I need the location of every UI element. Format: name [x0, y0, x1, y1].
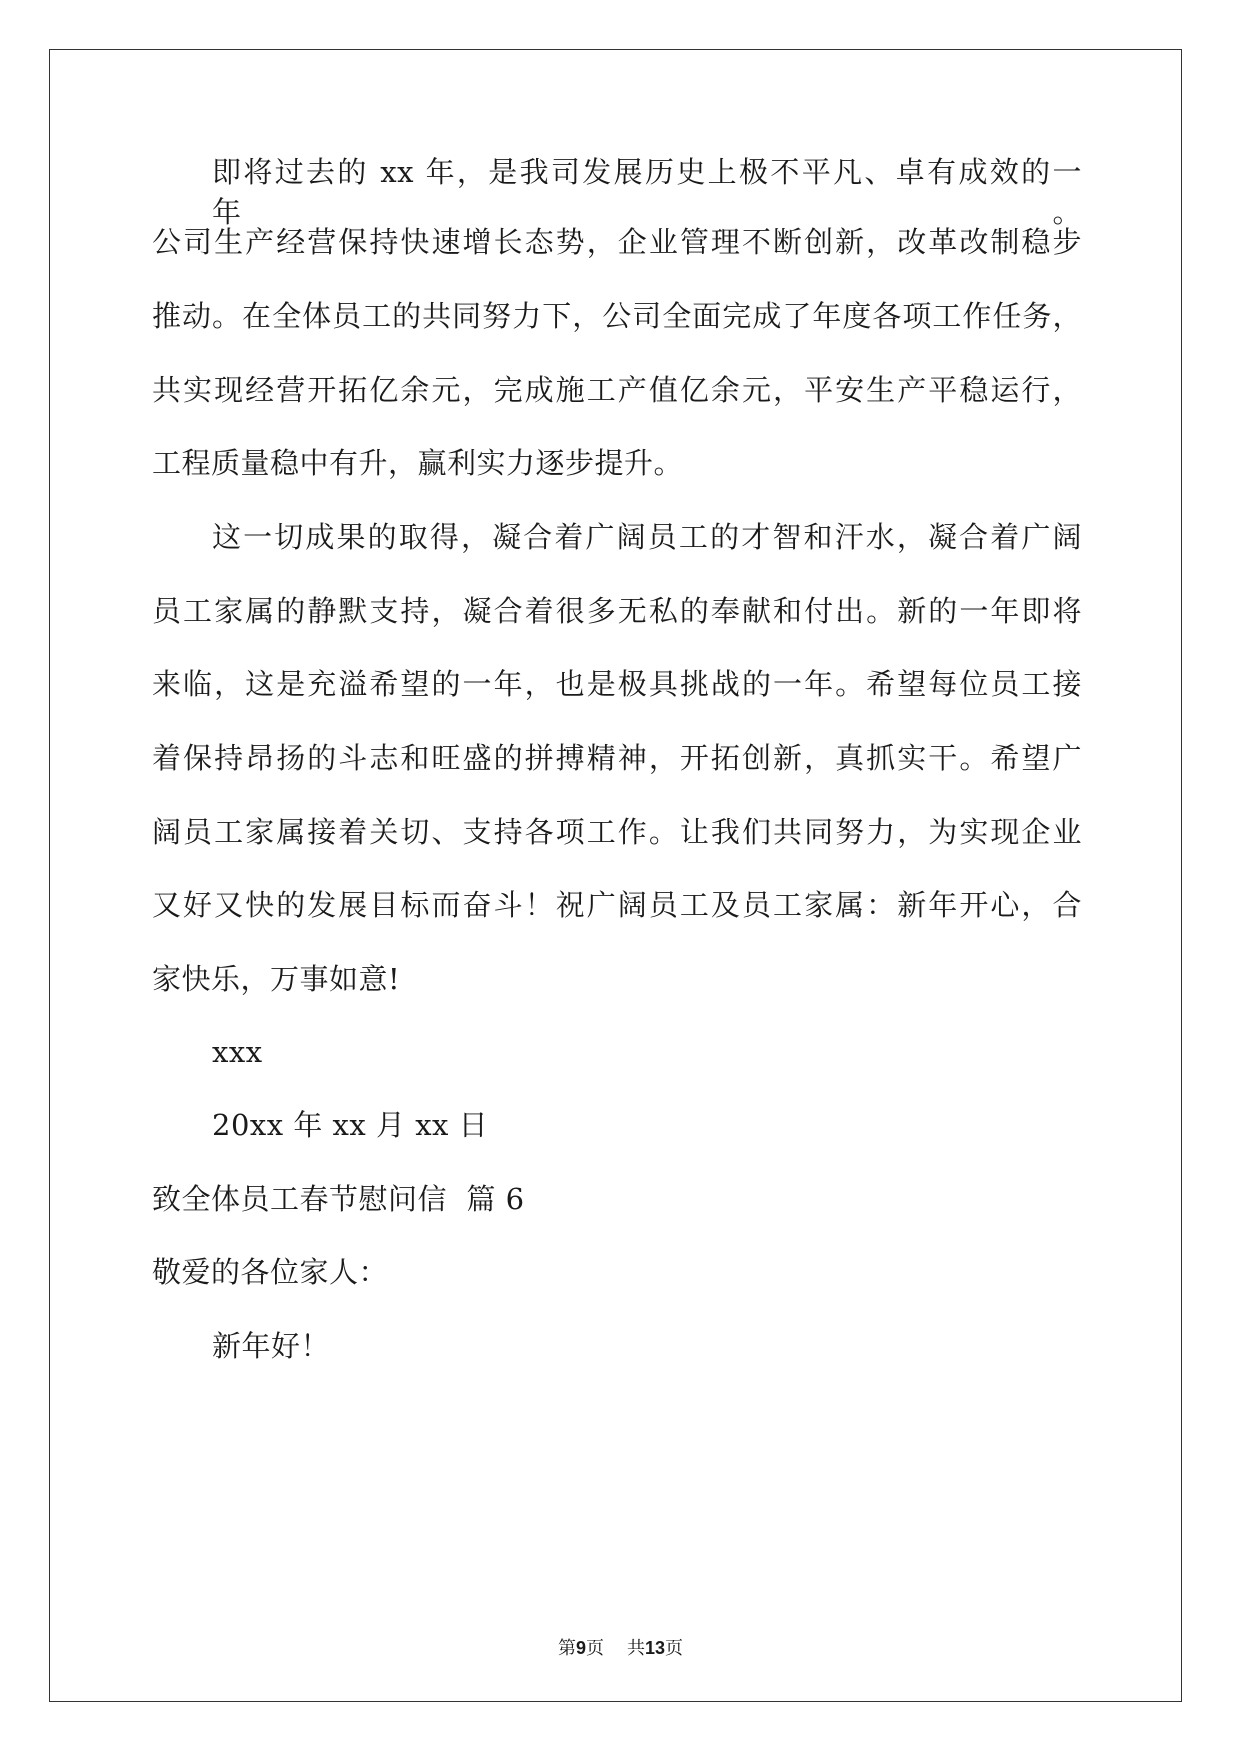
salutation: 敬爱的各位家人： — [152, 1255, 389, 1289]
footer-total-prefix: 共 — [626, 1638, 645, 1659]
paragraph2-line-4: 着保持昂扬的斗志和旺盛的拼搏精神，开拓创新，真抓实干。希望广 — [152, 741, 1082, 775]
greeting: 新年好！ — [212, 1329, 331, 1363]
signature: xxx — [212, 1035, 263, 1069]
paragraph2-line-5: 阔员工家属接着关切、支持各项工作。让我们共同努力，为实现企业 — [152, 815, 1082, 849]
section-title: 致全体员工春节慰问信 篇 6 — [152, 1182, 525, 1216]
footer-page-suffix: 页 — [586, 1638, 605, 1659]
page-footer — [0, 1636, 1241, 1661]
footer-page-number: 9 — [576, 1638, 587, 1658]
paragraph2-line-7: 家快乐，万事如意! — [152, 962, 401, 996]
date: 20xx 年 xx 月 xx 日 — [212, 1108, 489, 1142]
paragraph1-line-2: 公司生产经营保持快速增长态势，企业管理不断创新，改革改制稳步 — [152, 225, 1082, 259]
footer-prefix: 第 — [558, 1638, 577, 1659]
paragraph2-line-1: 这一切成果的取得，凝合着广阔员工的才智和汗水，凝合着广阔 — [212, 520, 1082, 554]
paragraph2-line-2: 员工家属的静默支持，凝合着很多无私的奉献和付出。新的一年即将 — [152, 594, 1082, 628]
paragraph1-line-5: 工程质量稳中有升，赢利实力逐步提升。 — [152, 446, 684, 480]
footer-total-pages: 13 — [644, 1638, 665, 1658]
paragraph1-line-4: 共实现经营开拓亿余元，完成施工产值亿余元，平安生产平稳运行， — [152, 373, 1082, 407]
paragraph2-line-6: 又好又快的发展目标而奋斗！祝广阔员工及员工家属：新年开心，合 — [152, 888, 1082, 922]
footer-total-suffix: 页 — [664, 1638, 683, 1659]
paragraph2-line-3: 来临，这是充溢希望的一年，也是极具挑战的一年。希望每位员工接 — [152, 667, 1082, 701]
paragraph1-line-3: 推动。在全体员工的共同努力下，公司全面完成了年度各项工作任务， — [152, 299, 1082, 333]
paragraph1-line-1: 即将过去的 xx 年，是我司发展历史上极不平凡、卓有成效的一年。 — [212, 155, 1082, 229]
